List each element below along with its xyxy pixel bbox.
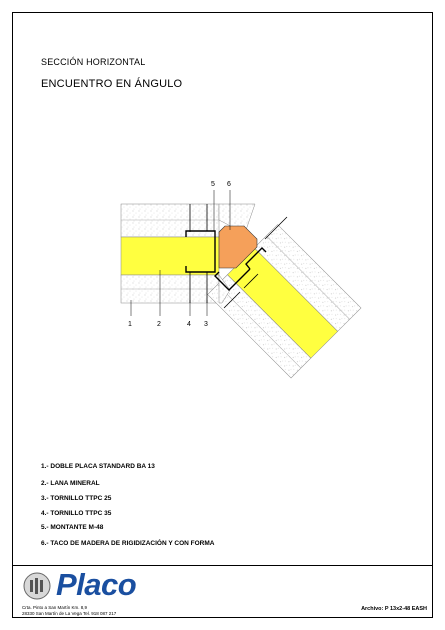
address-line-2: 28330 San Martín de La Vega Tel. 918 087 217	[22, 610, 117, 616]
mineral-wool-horizontal	[121, 237, 219, 275]
horizontal-wall	[121, 204, 219, 303]
brand-name: Placo	[56, 567, 137, 602]
file-reference: Archivo: P 13x2-48 EASH	[361, 606, 427, 612]
callout-4: 4	[187, 321, 191, 328]
callout-6: 6	[227, 181, 231, 188]
title-block-footer	[12, 565, 433, 618]
section-label: SECCIÓN HORIZONTAL	[41, 57, 146, 67]
placo-logo	[20, 567, 137, 603]
callout-3: 3	[204, 321, 208, 328]
callout-1: 1	[128, 321, 132, 328]
callout-5: 5	[211, 181, 215, 188]
callout-2: 2	[157, 321, 161, 328]
placo-emblem-icon	[22, 571, 52, 601]
legend-item-5: 5.- MONTANTE M-48	[41, 524, 104, 531]
legend-item-2: 2.- LANA MINERAL	[41, 480, 100, 487]
legend-item-6: 6.- TACO DE MADERA DE RIGIDIZACIÓN Y CON FORMA	[41, 540, 215, 547]
address-line-1: Crta. Pinto a San Martín Km. 8,9	[22, 605, 88, 610]
legend-item-1: 1.- DOBLE PLACA STANDARD BA 13	[41, 463, 155, 470]
legend-item-4: 4.- TORNILLO TTPC 35	[41, 510, 112, 517]
upper-board-layer	[121, 204, 219, 237]
drawing-title: ENCUENTRO EN ÁNGULO	[41, 78, 183, 90]
company-address	[22, 605, 116, 616]
legend-item-3: 3.- TORNILLO TTPC 25	[41, 495, 112, 502]
